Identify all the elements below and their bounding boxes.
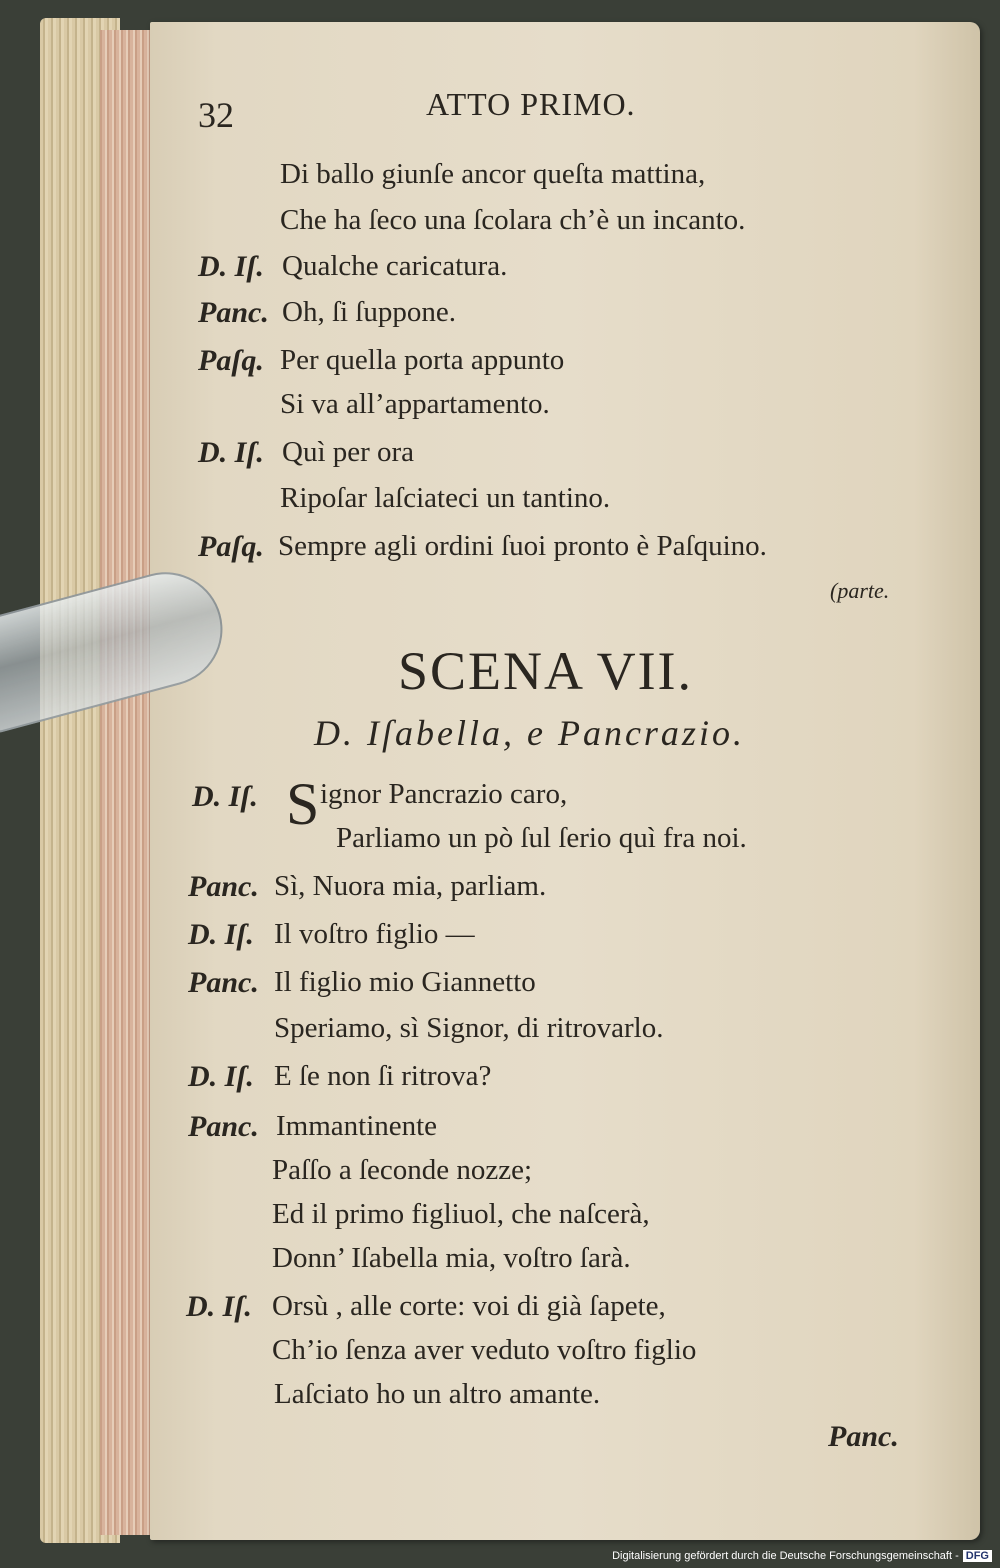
speaker-label: Panc. xyxy=(188,966,259,999)
speaker-label: D. Iſ. xyxy=(198,250,264,283)
book-page xyxy=(150,22,980,1540)
verse-line: Il voſtro figlio — xyxy=(274,918,475,950)
verse-line: Qualche caricatura. xyxy=(282,250,508,282)
verse-line: Paſſo a ſeconde nozze; xyxy=(272,1154,533,1186)
speaker-label: Paſq. xyxy=(198,344,264,377)
credit-text: Digitalisierung gefördert durch die Deutsche Forschungsgemeinschaft - xyxy=(612,1550,959,1562)
drop-capital: S xyxy=(286,771,320,837)
speaker-label: D. Iſ. xyxy=(188,918,254,951)
speaker-label: Panc. xyxy=(198,296,269,329)
scene-characters: D. Iſabella, e Pancrazio. xyxy=(314,713,745,753)
page-number: 32 xyxy=(198,95,234,135)
verse-line: Sempre agli ordini ſuoi pronto è Paſquino. xyxy=(278,530,767,562)
scene-title: SCENA VII. xyxy=(398,641,694,701)
speaker-label: D. Iſ. xyxy=(186,1290,252,1323)
verse-line: ignor Pancrazio caro, xyxy=(320,778,568,810)
verse-line: Si va all’appartamento. xyxy=(280,388,550,420)
speaker-label: Paſq. xyxy=(198,530,264,563)
verse-line: E ſe non ſi ritrova? xyxy=(274,1060,492,1092)
verse-line: Sì, Nuora mia, parliam. xyxy=(274,870,547,902)
verse-line: Quì per ora xyxy=(282,436,415,468)
stage-direction: (parte. xyxy=(830,578,890,603)
catchword: Panc. xyxy=(828,1420,899,1453)
verse-line: Di ballo giunſe ancor queſta mattina, xyxy=(280,158,706,190)
verse-line: Immantinente xyxy=(276,1110,438,1142)
verse-line: Che ha ſeco una ſcolara ch’è un incanto. xyxy=(280,204,746,236)
speaker-label: Panc. xyxy=(188,1110,259,1143)
verse-line: Per quella porta appunto xyxy=(280,344,565,376)
digitization-credit xyxy=(612,1550,992,1562)
verse-line: Orsù , alle corte: voi di già ſapete, xyxy=(272,1290,666,1322)
speaker-label: Panc. xyxy=(188,870,259,903)
verse-line: Ripoſar laſciateci un tantino. xyxy=(280,482,611,514)
verse-line: Oh, ſi ſuppone. xyxy=(282,296,456,328)
verse-line: Il figlio mio Giannetto xyxy=(274,966,536,998)
verse-line: Parliamo un pò ſul ſerio quì fra noi. xyxy=(336,822,747,854)
speaker-label: D. Iſ. xyxy=(198,436,264,469)
speaker-label: D. Iſ. xyxy=(192,780,258,813)
verse-line: Ch’io ſenza aver veduto voſtro figlio xyxy=(272,1334,697,1366)
verse-line: Donn’ Iſabella mia, voſtro ſarà. xyxy=(272,1242,631,1274)
dfg-logo: DFG xyxy=(963,1550,992,1562)
running-title: ATTO PRIMO. xyxy=(426,86,636,122)
speaker-label: D. Iſ. xyxy=(188,1060,254,1093)
verse-line: Speriamo, sì Signor, di ritrovarlo. xyxy=(274,1012,664,1044)
verse-line: Laſciato ho un altro amante. xyxy=(274,1378,601,1410)
verse-line: Ed il primo figliuol, che naſcerà, xyxy=(272,1198,650,1230)
